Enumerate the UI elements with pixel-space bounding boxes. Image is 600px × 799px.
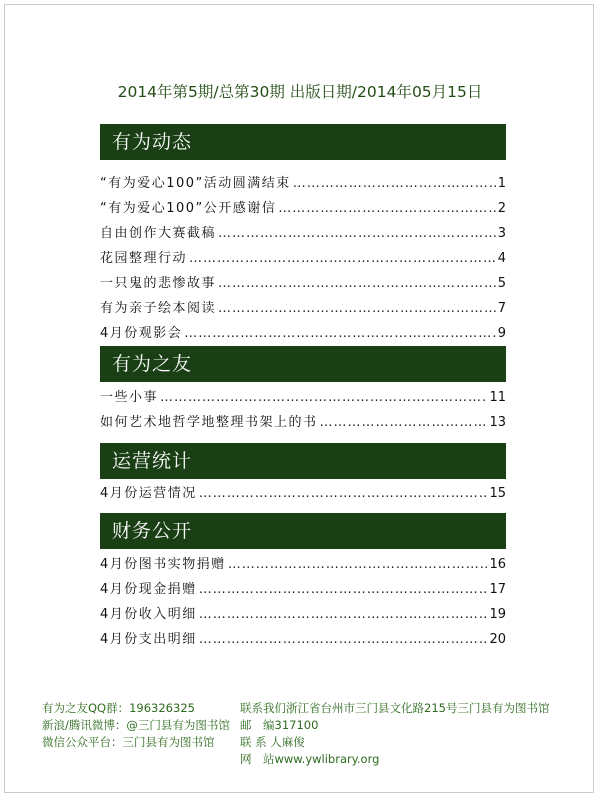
toc-entry[interactable] (100, 553, 506, 578)
toc-entry[interactable] (100, 222, 506, 247)
toc-entry-page: 9 (497, 326, 506, 341)
footer-label: 联系我们 (240, 701, 286, 715)
section-heading-news: 有为动态 (100, 124, 506, 160)
toc-entry-page: 1 (497, 176, 506, 191)
toc-entry[interactable] (100, 297, 506, 322)
footer-label: 邮 编 (240, 718, 275, 732)
toc-leader-dots (184, 326, 495, 341)
section-heading-finance: 财务公开 (100, 513, 506, 549)
toc-leader-dots (189, 251, 496, 266)
toc-entry[interactable] (100, 272, 506, 297)
toc-entry-page: 19 (489, 607, 506, 622)
toc-list-finance (100, 553, 506, 653)
toc-entry-page: 16 (489, 557, 506, 572)
footer-weibo: 新浪/腾讯微博：@三门县有为图书馆 (42, 718, 230, 732)
section-heading-operations: 运营统计 (100, 443, 506, 479)
toc-list-friends (100, 386, 506, 436)
toc-entry-page: 4 (497, 251, 506, 266)
toc-entry[interactable] (100, 247, 506, 272)
toc-entry-page: 17 (489, 582, 506, 597)
toc-entry-title: 自由创作大赛截稿 (100, 226, 217, 241)
toc-entry[interactable] (100, 482, 506, 507)
toc-leader-dots (218, 276, 496, 291)
footer-website-link[interactable]: www.ywlibrary.org (274, 752, 380, 766)
toc-leader-dots (199, 632, 488, 647)
footer-label: 联 系 人 (240, 735, 282, 749)
toc-entry-title: 有为亲子绘本阅读 (100, 301, 217, 316)
toc-leader-dots (218, 226, 496, 241)
toc-entry[interactable] (100, 578, 506, 603)
toc-entry-title: 一只鬼的悲惨故事 (100, 276, 217, 291)
toc-entry-title: “有为爱心100”公开感谢信 (100, 201, 277, 216)
footer-qq-group: 有为之友QQ群：196326325 (42, 701, 195, 715)
toc-leader-dots (293, 176, 496, 191)
footer-postcode-row (240, 717, 549, 734)
toc-entry-page: 11 (489, 390, 506, 405)
footer-address: 浙江省台州市三门县文化路215号三门县有为图书馆 (286, 701, 550, 715)
toc-entry-title: 4月份现金捐赠 (100, 582, 197, 597)
footer-contact-info (240, 700, 549, 768)
toc-entry-title: “有为爱心100”活动圆满结束 (100, 176, 291, 191)
toc-entry[interactable] (100, 322, 506, 347)
footer-contact-person-row (240, 734, 549, 751)
toc-entry[interactable] (100, 628, 506, 653)
toc-entry-page: 20 (489, 632, 506, 647)
footer-website-row (240, 751, 549, 768)
toc-leader-dots (199, 582, 488, 597)
toc-list-news (100, 172, 506, 347)
toc-entry-page: 15 (489, 486, 506, 501)
toc-entry-page: 2 (497, 201, 506, 216)
toc-leader-dots (199, 486, 488, 501)
toc-entry-title: 4月份图书实物捐赠 (100, 557, 226, 572)
footer-address-row (240, 700, 549, 717)
toc-leader-dots (199, 607, 488, 622)
toc-entry[interactable] (100, 603, 506, 628)
toc-entry-page: 5 (497, 276, 506, 291)
toc-entry-page: 13 (489, 415, 506, 430)
toc-entry-page: 7 (497, 301, 506, 316)
toc-entry-title: 一些小事 (100, 390, 159, 405)
toc-entry-page: 3 (497, 226, 506, 241)
footer-wechat: 微信公众平台：三门县有为图书馆 (42, 735, 215, 749)
toc-entry[interactable] (100, 411, 506, 436)
toc-entry-title: 如何艺术地哲学地整理书架上的书 (100, 415, 318, 430)
toc-entry-title: 4月份支出明细 (100, 632, 197, 647)
footer-label: 网 站 (240, 752, 275, 766)
toc-entry-title: 4月份观影会 (100, 326, 183, 341)
toc-entry-title: 4月份运营情况 (100, 486, 197, 501)
toc-entry[interactable] (100, 197, 506, 222)
toc-leader-dots (218, 301, 496, 316)
footer-contact-person: 麻俊 (281, 735, 305, 749)
toc-leader-dots (278, 201, 495, 216)
toc-leader-dots (320, 415, 488, 430)
toc-leader-dots (160, 390, 487, 405)
toc-entry-title: 4月份收入明细 (100, 607, 197, 622)
toc-leader-dots (228, 557, 488, 572)
section-heading-friends: 有为之友 (100, 346, 506, 382)
footer-contact-channels (42, 700, 230, 751)
toc-entry[interactable] (100, 172, 506, 197)
toc-list-operations (100, 482, 506, 507)
issue-info: 2014年第5期/总第30期 出版日期/2014年05月15日 (117, 83, 483, 101)
toc-entry-title: 花园整理行动 (100, 251, 188, 266)
footer-postcode: 317100 (274, 718, 319, 732)
toc-entry[interactable] (100, 386, 506, 411)
